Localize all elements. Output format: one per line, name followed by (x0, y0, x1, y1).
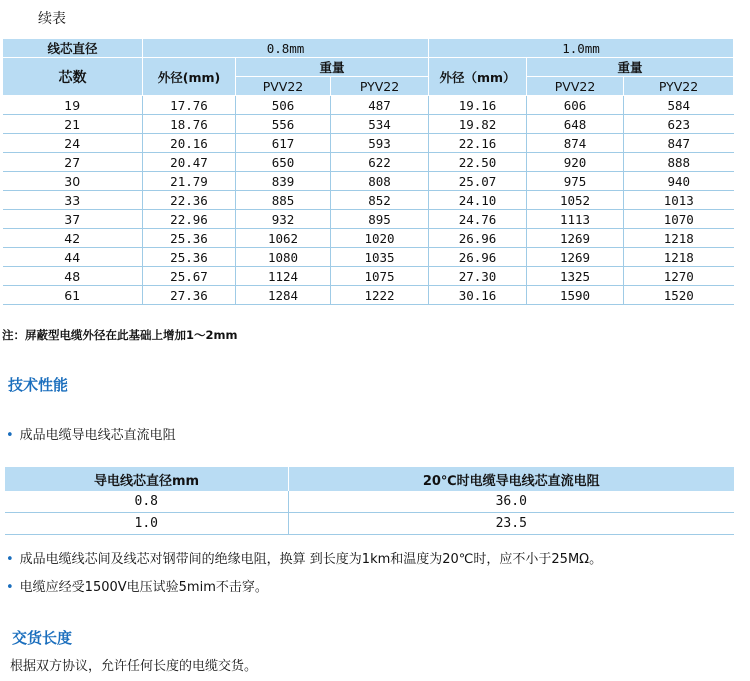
table-cell: 534 (331, 115, 429, 134)
table-note: 注：屏蔽型电缆外径在此基础上增加1～2mm (2, 328, 238, 342)
table-cell: 622 (331, 153, 429, 172)
table-cell: 24.10 (429, 191, 527, 210)
table-cell: 584 (624, 96, 734, 115)
spec-table (2, 38, 734, 305)
table-cell: 26.96 (429, 229, 527, 248)
header-weight-2: 重量 (527, 58, 734, 77)
table-cell: 23.5 (289, 513, 734, 535)
table-cell: 1075 (331, 267, 429, 286)
table-cell: 22.36 (143, 191, 236, 210)
table-cell: 20.47 (143, 153, 236, 172)
table-cell: 617 (236, 134, 331, 153)
bullet-dot: • (6, 580, 14, 595)
bullet-text: 成品电缆导电线芯直流电阻 (19, 428, 176, 443)
table-cell: 593 (331, 134, 429, 153)
table-cell: 1013 (624, 191, 734, 210)
table-cell: 20.16 (143, 134, 236, 153)
table-cell: 506 (236, 96, 331, 115)
bullet-insulation-resistance (6, 548, 602, 567)
table-cell: 27 (3, 153, 143, 172)
table-row (3, 286, 734, 305)
table-cell: 36.0 (289, 491, 734, 513)
table-cell: 19.82 (429, 115, 527, 134)
section-title-delivery: 交货长度 (12, 629, 73, 647)
table-cell: 1124 (236, 267, 331, 286)
header-pvv22-2: PVV22 (527, 77, 624, 96)
table-cell: 1080 (236, 248, 331, 267)
header-core-diameter: 线芯直径 (3, 39, 143, 58)
table-cell: 1270 (624, 267, 734, 286)
table-cell: 33 (3, 191, 143, 210)
table-cell: 25.36 (143, 229, 236, 248)
table-cell: 21.79 (143, 172, 236, 191)
table-cell: 874 (527, 134, 624, 153)
table-cell: 27.30 (429, 267, 527, 286)
table-cell: 940 (624, 172, 734, 191)
table-cell: 0.8 (5, 491, 289, 513)
table-cell: 30 (3, 172, 143, 191)
header-group-1-0mm: 1.0mm (429, 39, 734, 58)
table-cell: 847 (624, 134, 734, 153)
section-title-technical: 技术性能 (8, 376, 69, 394)
table-cell: 24 (3, 134, 143, 153)
table-cell: 932 (236, 210, 331, 229)
table-cell: 17.76 (143, 96, 236, 115)
table-row (3, 172, 734, 191)
table-cell: 1269 (527, 229, 624, 248)
table-cell: 42 (3, 229, 143, 248)
table-cell: 25.36 (143, 248, 236, 267)
table-cell: 48 (3, 267, 143, 286)
table-cell: 885 (236, 191, 331, 210)
table-cell: 24.76 (429, 210, 527, 229)
delivery-paragraph: 根据双方协议，允许任何长度的电缆交货。 (10, 659, 258, 674)
table-cell: 895 (331, 210, 429, 229)
table-cell: 19 (3, 96, 143, 115)
bullet-text: 成品电缆线芯间及线芯对钢带间的绝缘电阻，换算 到长度为1km和温度为20℃时，应不小于25MΩ。 (19, 552, 603, 567)
table-caption: 续表 (38, 11, 66, 27)
header-pyv22-1: PYV22 (331, 77, 429, 96)
header-cores: 芯数 (3, 58, 143, 96)
table-cell: 1520 (624, 286, 734, 305)
table-cell: 606 (527, 96, 624, 115)
table-cell: 21 (3, 115, 143, 134)
table-cell: 1218 (624, 229, 734, 248)
table-cell: 975 (527, 172, 624, 191)
table-cell: 30.16 (429, 286, 527, 305)
table-row (3, 134, 734, 153)
table-cell: 839 (236, 172, 331, 191)
table-cell: 1070 (624, 210, 734, 229)
header-dc-resistance: 20℃时电缆导电线芯直流电阻 (289, 467, 734, 491)
table-row (5, 491, 734, 513)
table-cell: 26.96 (429, 248, 527, 267)
bullet-dot: • (6, 428, 14, 443)
table-row (3, 229, 734, 248)
header-weight-1: 重量 (236, 58, 429, 77)
table-cell: 18.76 (143, 115, 236, 134)
table-row (3, 248, 734, 267)
table-cell: 1062 (236, 229, 331, 248)
table-cell: 1218 (624, 248, 734, 267)
table-cell: 1222 (331, 286, 429, 305)
table-row (3, 115, 734, 134)
table-cell: 37 (3, 210, 143, 229)
table-cell: 648 (527, 115, 624, 134)
table-row (3, 153, 734, 172)
bullet-dc-resistance (6, 424, 176, 443)
table-cell: 1269 (527, 248, 624, 267)
table-cell: 1035 (331, 248, 429, 267)
header-outer-diameter-1: 外径(mm) (143, 58, 236, 96)
table-cell: 650 (236, 153, 331, 172)
table-row (3, 191, 734, 210)
table-cell: 1590 (527, 286, 624, 305)
header-group-0-8mm: 0.8mm (143, 39, 429, 58)
header-pyv22-2: PYV22 (624, 77, 734, 96)
table-row (3, 267, 734, 286)
bullet-dot: • (6, 552, 14, 567)
table-cell: 22.50 (429, 153, 527, 172)
header-conductor-diameter: 导电线芯直径mm (5, 467, 289, 491)
table-cell: 487 (331, 96, 429, 115)
header-pvv22-1: PVV22 (236, 77, 331, 96)
table-row (3, 210, 734, 229)
table-cell: 22.16 (429, 134, 527, 153)
table-cell: 19.16 (429, 96, 527, 115)
bullet-voltage-test (6, 576, 268, 595)
table-cell: 556 (236, 115, 331, 134)
table-cell: 22.96 (143, 210, 236, 229)
bullet-text: 电缆应经受1500V电压试验5mim不击穿。 (19, 580, 268, 595)
table-cell: 1052 (527, 191, 624, 210)
table-cell: 1325 (527, 267, 624, 286)
header-outer-diameter-2: 外径（mm） (429, 58, 527, 96)
table-cell: 808 (331, 172, 429, 191)
table-cell: 1113 (527, 210, 624, 229)
table-cell: 623 (624, 115, 734, 134)
table-row (3, 96, 734, 115)
table-cell: 44 (3, 248, 143, 267)
resistance-table (4, 467, 734, 535)
table-cell: 1284 (236, 286, 331, 305)
table-cell: 25.07 (429, 172, 527, 191)
table-row (5, 513, 734, 535)
table-cell: 1.0 (5, 513, 289, 535)
table-cell: 61 (3, 286, 143, 305)
table-cell: 888 (624, 153, 734, 172)
table-cell: 27.36 (143, 286, 236, 305)
table-cell: 920 (527, 153, 624, 172)
table-cell: 25.67 (143, 267, 236, 286)
table-cell: 852 (331, 191, 429, 210)
table-cell: 1020 (331, 229, 429, 248)
